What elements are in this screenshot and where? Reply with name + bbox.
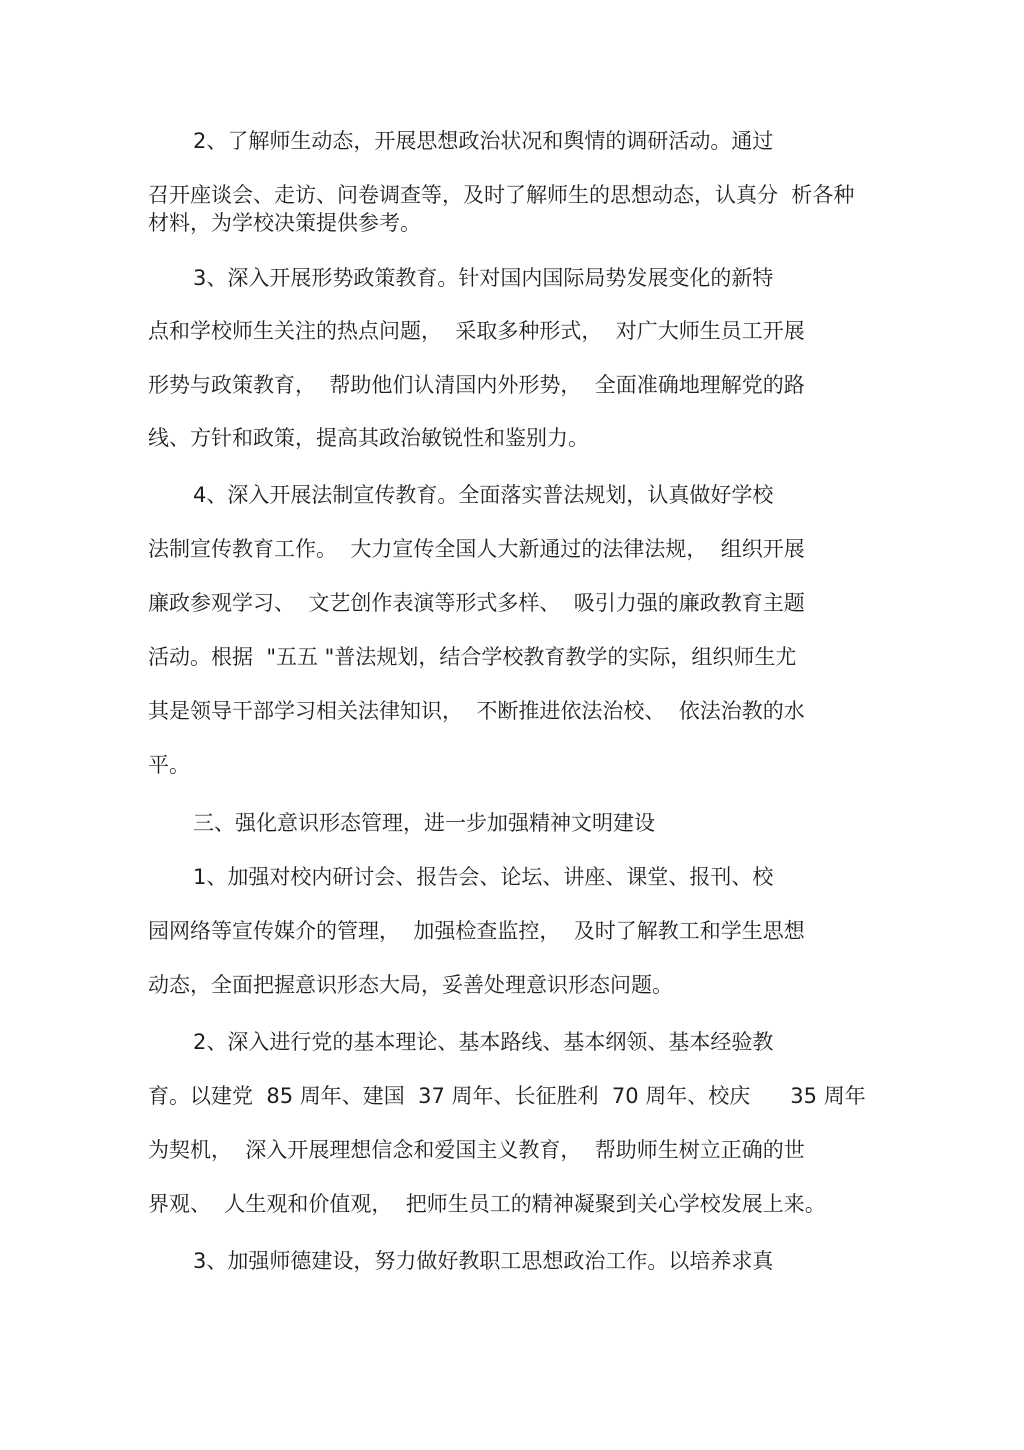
text-line: 为契机， 深入开展理想信念和爱国主义教育， 帮助师生树立正确的世: [148, 1138, 805, 1162]
text-line: 平。: [148, 753, 190, 777]
text-line: 1、加强对校内研讨会、报告会、论坛、讲座、课堂、报刊、校: [193, 865, 774, 889]
text-line: 4、深入开展法制宣传教育。全面落实普法规划，认真做好学校: [193, 483, 774, 507]
text-line: 材料，为学校决策提供参考。: [148, 211, 421, 235]
text-line: 界观、 人生观和价值观， 把师生员工的精神凝聚到关心学校发展上来。: [148, 1192, 826, 1216]
text-line: 其是领导干部学习相关法律知识， 不断推进依法治校、 依法治教的水: [148, 699, 805, 723]
text-line: 廉政参观学习、 文艺创作表演等形式多样、 吸引力强的廉政教育主题: [148, 591, 805, 615]
text-line: 3、加强师德建设，努力做好教职工思想政治工作。以培养求真: [193, 1249, 774, 1273]
text-line: 2、深入进行党的基本理论、基本路线、基本纲领、基本经验教: [193, 1030, 774, 1054]
text-line: 活动。根据 "五五 "普法规划，结合学校教育教学的实际，组织师生尤: [148, 645, 797, 669]
text-line: 2、了解师生动态，开展思想政治状况和舆情的调研活动。通过: [193, 129, 774, 153]
text-line: 召开座谈会、走访、问卷调查等，及时了解师生的思想动态，认真分 析各种: [148, 183, 855, 207]
text-line: 育。以建党 85 周年、建国 37 周年、长征胜利 70 周年、校庆 35 周年: [148, 1084, 866, 1108]
section-heading: 三、强化意识形态管理，进一步加强精神文明建设: [193, 811, 655, 835]
text-line: 动态，全面把握意识形态大局，妥善处理意识形态问题。: [148, 973, 673, 997]
text-line: 点和学校师生关注的热点问题， 采取多种形式， 对广大师生员工开展: [148, 319, 805, 343]
text-line: 3、深入开展形势政策教育。针对国内国际局势发展变化的新特: [193, 266, 774, 290]
text-line: 形势与政策教育， 帮助他们认清国内外形势， 全面准确地理解党的路: [148, 373, 805, 397]
text-line: 线、方针和政策，提高其政治敏锐性和鉴别力。: [148, 426, 589, 450]
text-line: 园网络等宣传媒介的管理， 加强检查监控， 及时了解教工和学生思想: [148, 919, 805, 943]
text-line: 法制宣传教育工作。 大力宣传全国人大新通过的法律法规， 组织开展: [148, 537, 805, 561]
